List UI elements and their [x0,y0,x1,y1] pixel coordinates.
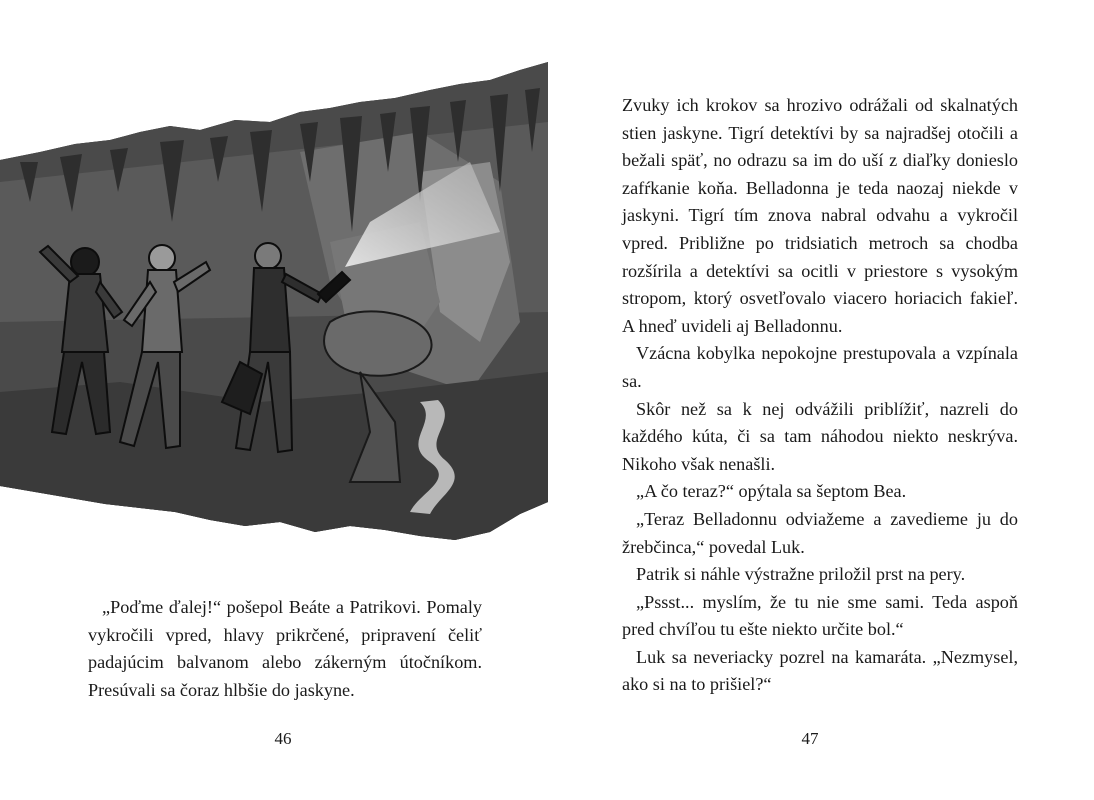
page-number-left: 46 [274,729,292,748]
paragraph: „A čo teraz?“ opýtala sa šeptom Bea. [636,481,907,502]
right-page-text [622,92,1018,699]
cave-illustration [0,62,548,542]
paragraph: Luk sa neveriacky pozrel na kamaráta. „Nezmysel, ako si na to prišiel?“ [622,646,1018,695]
paragraph: „Pssst... myslím, že tu nie sme sami. Teda aspoň pred chvíľou tu ešte niekto určite bol.“ [622,591,1018,640]
paragraph: Vzácna kobylka nepokojne prestupovala a vzpínala sa. [622,343,1018,391]
paragraph: Skôr než sa k nej odvážili priblížiť, nazreli do každého kúta, či sa tam náhodou niekto neskrýva. Nikoho však nenašli. [622,398,1018,474]
page-number-right: 47 [801,729,819,748]
paragraph: Patrik si náhle výstražne priložil prst na pery. [636,564,966,585]
paragraph: Zvuky ich krokov sa hrozivo odrážali od skalnatých stien jaskyne. Tigrí detektívi by sa najradšej otočili a bežali späť, no odrazu sa im do uší z diaľky donieslo zafŕkanie koňa. Belladonna je teda naozaj niekde v jaskyni. Tigrí tím znova nabral odvahu a vykročil vpred. Približne po tridsiatich metroch sa chodba rozšírila a detektívi sa ocitli v priestore s vysokým stropom, ktorý osvetľovalo viacero horiacich fakieľ. A hneď uvideli aj Belladonnu. [622,95,1018,336]
paragraph: „Poďme ďalej!“ pošepol Beáte a Patrikovi. Pomaly vykročili vpred, hlavy prikrčené, pripravení čeliť padajúcim balvanom alebo zákerným útočníkom. Presúvali sa čoraz hlbšie do jaskyne. [88,597,482,700]
left-page-text [88,594,482,704]
right-page [547,0,1094,800]
paragraph: „Teraz Belladonnu odviažeme a zavedieme ju do žrebčinca,“ povedal Luk. [622,508,1018,557]
